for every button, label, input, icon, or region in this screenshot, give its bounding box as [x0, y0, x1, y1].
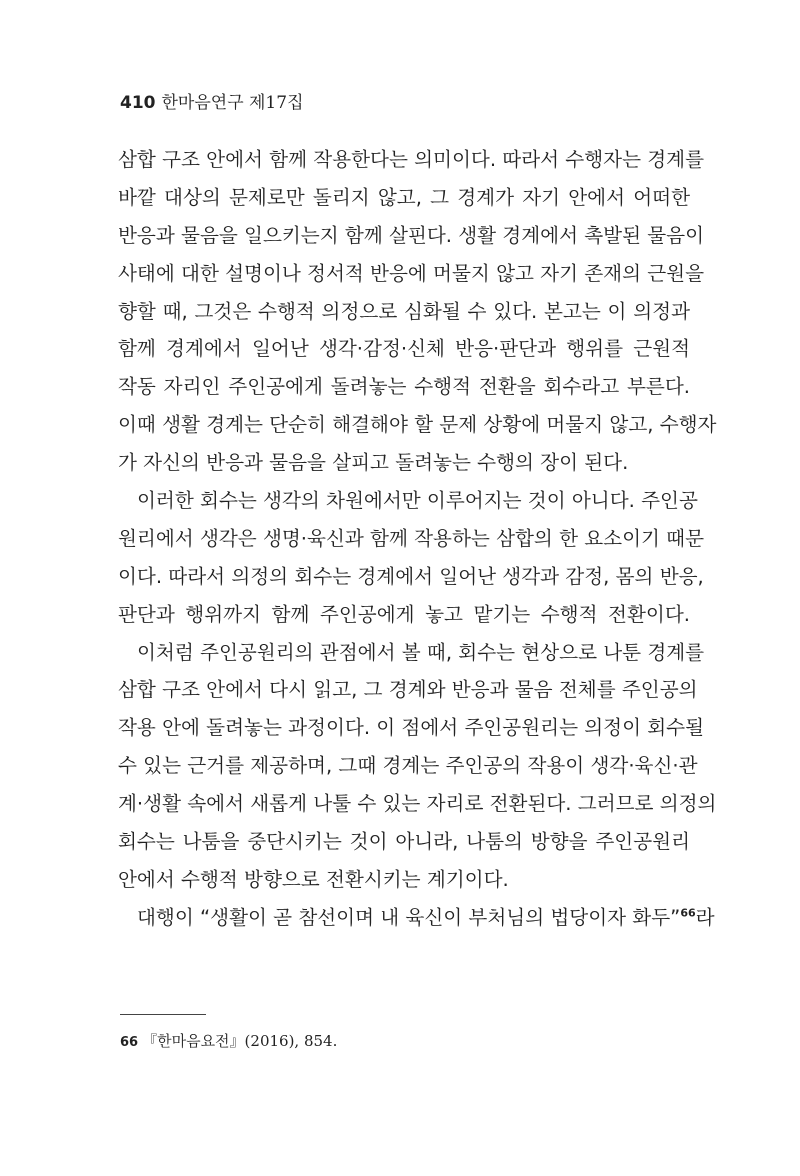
- text-line: 작용 안에 돌려놓는 과정이다. 이 점에서 주인공원리는 의정이 회수될: [118, 716, 705, 740]
- text-segment: 라: [695, 905, 715, 929]
- text-line: 향할 때, 그것은 수행적 의정으로 심화될 수 있다. 본고는 이 의정과: [118, 299, 690, 323]
- paragraph-2: [118, 482, 705, 634]
- text-line: 수 있는 근거를 제공하며, 그때 경계는 주인공의 작용이 생각·육신·관: [118, 754, 698, 778]
- text-line: 삼합 구조 안에서 다시 읽고, 그 경계와 반응과 물음 전체를 주인공의: [118, 678, 698, 702]
- footnote-text: 『한마음요전』(2016), 854.: [142, 1032, 338, 1050]
- running-header: [120, 88, 304, 113]
- text-line: 이때 생활 경계는 단순히 해결해야 할 문제 상황에 머물지 않고, 수행자: [118, 413, 717, 437]
- text-line: 회수는 나툼을 중단시키는 것이 아니라, 나툼의 방향을 주인공원리: [118, 830, 690, 854]
- text-line: 이다. 따라서 의정의 회수는 경계에서 일어난 생각과 감정, 몸의 반응,: [118, 564, 704, 588]
- text-line: 바깥 대상의 문제로만 돌리지 않고, 그 경계가 자기 안에서 어떠한: [118, 185, 690, 209]
- text-line: 이러한 회수는 생각의 차원에서만 이루어지는 것이 아니다. 주인공: [137, 489, 698, 513]
- footnote-separator: [120, 1014, 206, 1015]
- page-number: 410: [120, 93, 156, 113]
- footnote-number: 66: [120, 1035, 139, 1050]
- paragraph-1: [118, 141, 717, 482]
- footnote: [120, 1030, 337, 1051]
- text-line: 가 자신의 반응과 물음을 살피고 돌려놓는 수행의 장이 된다.: [118, 451, 629, 475]
- text-line: 원리에서 생각은 생명·육신과 함께 작용하는 삼합의 한 요소이기 때문: [118, 526, 705, 550]
- text-segment: 대행이 “생활이 곧 참선이며 내 육신이 부처님의 법당이자 화두”: [137, 905, 681, 929]
- text-line: 작동 자리인 주인공에게 돌려놓는 수행적 전환을 회수라고 부른다.: [118, 375, 690, 399]
- text-line: 안에서 수행적 방향으로 전환시키는 계기이다.: [118, 867, 509, 891]
- text-line: 이처럼 주인공원리의 관점에서 볼 때, 회수는 현상으로 나툰 경계를: [137, 640, 705, 664]
- journal-title: 한마음연구 제17집: [161, 93, 304, 113]
- text-line: 반응과 물음을 일으키는지 함께 살핀다. 생활 경계에서 촉발된 물음이: [118, 223, 705, 247]
- text-line: 함께 경계에서 일어난 생각·감정·신체 반응·판단과 행위를 근원적: [118, 337, 690, 361]
- body-text: [118, 141, 717, 937]
- text-line: 사태에 대한 설명이나 정서적 반응에 머물지 않고 자기 존재의 근원을: [118, 261, 705, 285]
- paragraph-4-first-line: [118, 899, 715, 937]
- text-line: 삼합 구조 안에서 함께 작용한다는 의미이다. 따라서 수행자는 경계를: [118, 148, 705, 171]
- text-line: 판단과 행위까지 함께 주인공에게 놓고 맡기는 수행적 전환이다.: [118, 602, 690, 626]
- paragraph-3: [118, 634, 717, 899]
- text-line: 계·생활 속에서 새롭게 나툴 수 있는 자리로 전환된다. 그러므로 의정의: [118, 792, 717, 816]
- footnote-reference[interactable]: 66: [680, 906, 696, 920]
